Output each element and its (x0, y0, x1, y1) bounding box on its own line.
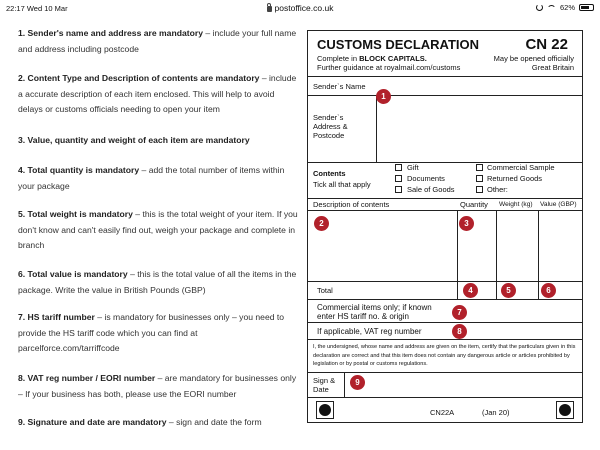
other-label: Other: (487, 185, 508, 194)
instruction-text: – add the total number of items within your package (18, 165, 285, 191)
value-header: Value (GBP) (540, 201, 577, 208)
form-guidance: Further guidance at royalmail.com/customs (317, 63, 461, 72)
cn22-form (307, 30, 583, 423)
sign-date-label: Sign & Date (313, 376, 336, 394)
instruction-item (18, 133, 300, 149)
instruction-text: – this is the total value of all the items in the package. Write the value in British Pounds (GBP) (18, 269, 297, 295)
form-divider (457, 210, 458, 299)
battery-percent: 62% (559, 3, 575, 12)
instruction-item (18, 415, 300, 431)
instruction-item (18, 267, 300, 298)
corner-mark-left (316, 401, 334, 419)
location-icon (536, 4, 543, 11)
form-divider (308, 299, 582, 300)
weight-header: Weight (kg) (499, 201, 533, 208)
badge-1: 1 (376, 89, 391, 104)
wifi-icon (547, 5, 556, 11)
badge-8: 8 (452, 324, 467, 339)
returned-goods-label: Returned Goods (487, 174, 543, 183)
badge-7: 7 (452, 305, 467, 320)
senders-address-label: Sender`s Address & Postcode (313, 113, 348, 140)
form-divider (376, 95, 377, 162)
instruction-item (18, 207, 300, 254)
description-header: Description of contents (313, 200, 390, 209)
commercial-sample-checkbox[interactable] (476, 164, 483, 171)
instruction-title: 2. Content Type and Description of contents are mandatory (18, 73, 260, 83)
status-indicators (536, 3, 594, 12)
badge-6: 6 (541, 283, 556, 298)
subtitle-text: Complete in (317, 54, 360, 63)
form-title: CUSTOMS DECLARATION (317, 37, 480, 52)
status-bar (0, 0, 600, 16)
form-subtitle (317, 54, 427, 63)
form-divider (308, 397, 582, 398)
form-divider (308, 322, 582, 323)
form-divider (496, 210, 497, 299)
form-date: (Jan 20) (482, 408, 510, 417)
address-bar[interactable] (0, 3, 600, 13)
form-code-big: CN 22 (525, 36, 568, 53)
badge-2: 2 (314, 216, 329, 231)
form-divider (308, 372, 582, 373)
form-divider (538, 210, 539, 299)
status-time-date: 22:17 Wed 10 Mar (6, 4, 68, 13)
documents-label: Documents (407, 174, 445, 183)
instruction-title: 9. Signature and date are mandatory (18, 417, 167, 427)
tick-all-label: Tick all that apply (313, 180, 371, 189)
commercial-line1: Commercial items only; if known (317, 303, 432, 312)
instruction-title: 5. Total weight is mandatory (18, 209, 133, 219)
instruction-text: – this is the total weight of your item. If you don't know and can't easily find out, weigh your package and complete in branch (18, 209, 298, 250)
vat-label: If applicable, VAT reg number (317, 327, 422, 336)
form-divider (308, 210, 582, 211)
instruction-text: – sign and date the form (166, 417, 262, 427)
instruction-text: – are mandatory for businesses only – If your business has both, please use the EORI number (18, 373, 297, 399)
badge-5: 5 (501, 283, 516, 298)
documents-checkbox[interactable] (395, 175, 402, 182)
badge-3: 3 (459, 216, 474, 231)
badge-4: 4 (463, 283, 478, 298)
instruction-text: – include a accurate description of each item enclosed. This will help to avoid delays or customs officials needing to open your item (18, 73, 297, 114)
total-label: Total (317, 286, 333, 295)
lock-icon (267, 6, 272, 12)
corner-mark-right (556, 401, 574, 419)
declaration-text: I, the undersigned, whose name and address are given on the item, certify that the particulars given in this declaration are correct and that this item does not contain any dangerous article or articles prohibited by legislation or by postal or customs regulations. (313, 344, 576, 368)
sale-of-goods-label: Sale of Goods (407, 185, 455, 194)
instruction-title: 8. VAT reg number / EORI number (18, 373, 156, 383)
other-checkbox[interactable] (476, 186, 483, 193)
gift-checkbox[interactable] (395, 164, 402, 171)
senders-name-label: Sender`s Name (313, 82, 366, 91)
instruction-text: – include your full name and address including postcode (18, 28, 297, 54)
form-divider (344, 372, 345, 397)
form-divider (308, 76, 582, 77)
form-divider (308, 95, 582, 96)
quantity-header: Quantity (460, 200, 488, 209)
form-code: CN22A (430, 408, 455, 417)
commercial-sample-label: Commercial Sample (487, 163, 555, 172)
form-divider (308, 281, 582, 282)
returned-goods-checkbox[interactable] (476, 175, 483, 182)
instruction-item (18, 26, 300, 57)
may-be-opened: May be opened officially (493, 54, 574, 63)
instruction-text: – is mandatory for businesses only – you need to provide the HS tariff code which you can find at parcelforce.com/tarriffcode (18, 312, 285, 353)
form-divider (308, 198, 582, 199)
instruction-item (18, 371, 300, 402)
instruction-item (18, 310, 300, 357)
badge-9: 9 (350, 375, 365, 390)
battery-icon (579, 4, 594, 11)
subtitle-bold: BLOCK CAPITALS. (359, 54, 427, 63)
commercial-line2: enter HS tariff no. & origin (317, 312, 409, 321)
instruction-title: 7. HS tariff number (18, 312, 95, 322)
address-url: postoffice.co.uk (274, 3, 334, 13)
sale-of-goods-checkbox[interactable] (395, 186, 402, 193)
instruction-item (18, 163, 300, 194)
gift-label: Gift (407, 163, 419, 172)
instruction-title: 4. Total quantity is mandatory (18, 165, 140, 175)
instruction-title: 1. Sender's name and address are mandatory (18, 28, 203, 38)
form-divider (308, 339, 582, 340)
instruction-title: 3. Value, quantity and weight of each item are mandatory (18, 135, 250, 145)
contents-label: Contents (313, 169, 346, 178)
instruction-title: 6. Total value is mandatory (18, 269, 128, 279)
great-britain: Great Britain (531, 63, 574, 72)
instruction-item (18, 71, 300, 118)
